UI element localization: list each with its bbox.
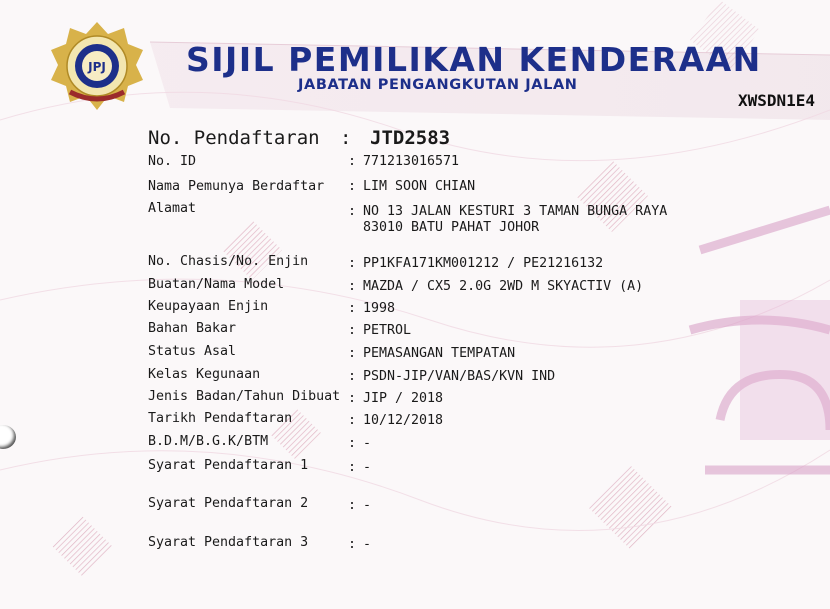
certificate-title: SIJIL PEMILIKAN KENDERAAN xyxy=(186,40,762,79)
field-label: No. Pendaftaran xyxy=(148,127,320,149)
field-separator: : xyxy=(348,279,357,294)
registration-date: 10/12/2018 xyxy=(363,413,444,428)
field-label: Syarat Pendaftaran 3 xyxy=(148,535,309,550)
address-line-2: 83010 BATU PAHAT JOHOR xyxy=(363,220,540,235)
field-label: Syarat Pendaftaran 2 xyxy=(148,496,309,511)
field-label: Alamat xyxy=(148,201,197,216)
body-type-year: JIP / 2018 xyxy=(363,391,444,406)
field-label: Bahan Bakar xyxy=(148,321,237,336)
make-model: MAZDA / CX5 2.0G 2WD M SKYACTIV (A) xyxy=(363,279,644,294)
field-separator: : xyxy=(348,301,357,316)
origin-status: PEMASANGAN TEMPATAN xyxy=(363,346,516,361)
address-line-1: NO 13 JALAN KESTURI 3 TAMAN BUNGA RAYA xyxy=(363,204,668,219)
chassis-engine-number: PP1KFA171KM001212 / PE21216132 xyxy=(363,256,604,271)
field-label: B.D.M/B.G.K/BTM xyxy=(148,434,269,449)
usage-class: PSDN-JIP/VAN/BAS/KVN IND xyxy=(363,369,556,384)
svg-text:JPJ: JPJ xyxy=(88,60,106,74)
field-label: Jenis Badan/Tahun Dibuat xyxy=(148,389,341,404)
field-label: No. Chasis/No. Enjin xyxy=(148,254,309,269)
department-name: JABATAN PENGANGKUTAN JALAN xyxy=(298,77,578,93)
field-label: Status Asal xyxy=(148,344,237,359)
jpj-emblem xyxy=(48,20,146,112)
field-label: Kelas Kegunaan xyxy=(148,367,261,382)
engine-capacity: 1998 xyxy=(363,301,396,316)
id-number: 771213016571 xyxy=(363,154,460,169)
field-separator: : xyxy=(348,323,357,338)
field-label: Keupayaan Enjin xyxy=(148,299,269,314)
field-separator: : xyxy=(348,154,357,169)
condition-2-value: - xyxy=(363,498,372,513)
field-separator: : xyxy=(348,204,357,219)
field-label: Syarat Pendaftaran 1 xyxy=(148,458,309,473)
field-separator: : xyxy=(348,369,357,384)
field-label: Tarikh Pendaftaran xyxy=(148,411,293,426)
serial-number: XWSDN1E4 xyxy=(738,91,816,110)
field-separator: : xyxy=(348,460,357,475)
field-separator: : xyxy=(348,498,357,513)
bdm-value: - xyxy=(363,436,372,451)
field-separator: : xyxy=(348,179,357,194)
field-label: Nama Pemunya Berdaftar xyxy=(148,179,325,194)
field-separator: : xyxy=(348,346,357,361)
field-separator: : xyxy=(348,537,357,552)
field-label: No. ID xyxy=(148,154,197,169)
condition-1-value: - xyxy=(363,460,372,475)
field-separator: : xyxy=(348,391,357,406)
field-separator: : xyxy=(348,256,357,271)
field-separator: : xyxy=(340,127,352,149)
field-separator: : xyxy=(348,436,357,451)
field-label: Buatan/Nama Model xyxy=(148,277,285,292)
registration-number: JTD2583 xyxy=(370,127,451,149)
field-separator: : xyxy=(348,413,357,428)
condition-3-value: - xyxy=(363,537,372,552)
fuel-type: PETROL xyxy=(363,323,412,338)
owner-name: LIM SOON CHIAN xyxy=(363,179,476,194)
